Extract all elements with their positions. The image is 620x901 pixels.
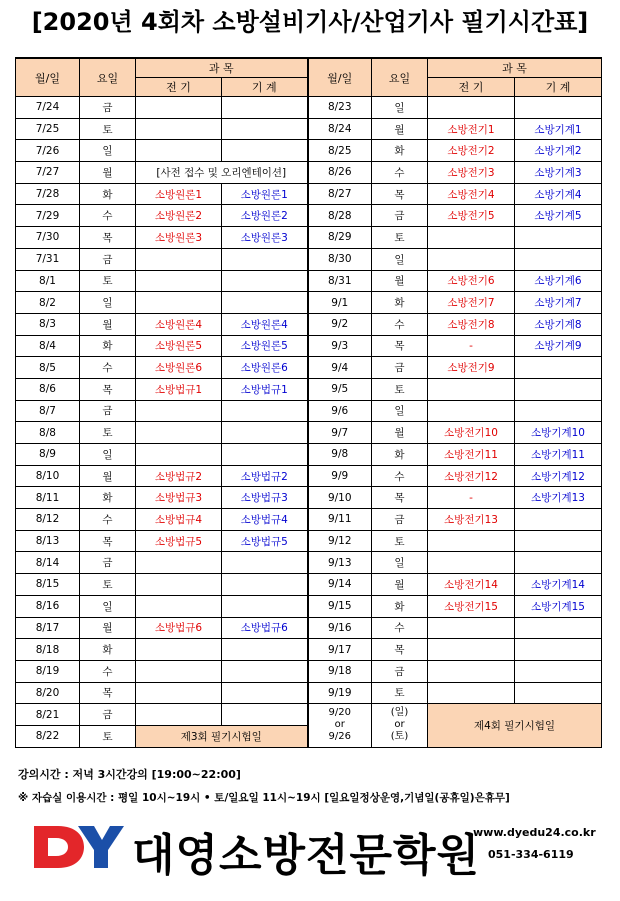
exam3-cell: 제3회 필기시험일 — [136, 725, 308, 747]
header-mech: 기 계 — [222, 78, 308, 97]
table-row — [16, 205, 602, 227]
schedule-table — [15, 57, 602, 748]
elec-subject-cell: 소방전기2 — [428, 140, 515, 162]
mech-subject-cell — [222, 574, 308, 596]
mech-subject-cell — [222, 248, 308, 270]
exam-date-line: 9/20 — [328, 707, 351, 719]
mech-subject-cell: 소방기계6 — [515, 270, 602, 292]
elec-subject-cell — [428, 97, 515, 119]
date-cell: 7/25 — [16, 118, 80, 140]
elec-subject-cell: 소방원론4 — [136, 313, 222, 335]
day-cell: 목 — [372, 335, 428, 357]
day-cell: 토 — [372, 378, 428, 400]
day-cell: 금 — [372, 660, 428, 682]
elec-subject-cell — [428, 378, 515, 400]
mech-subject-cell: 소방기계13 — [515, 487, 602, 509]
header-subject: 과 목 — [428, 58, 602, 78]
elec-subject-cell — [136, 118, 222, 140]
mech-subject-cell: 소방기계5 — [515, 205, 602, 227]
mech-subject-cell: 소방원론4 — [222, 313, 308, 335]
day-cell: 토 — [372, 227, 428, 249]
mech-subject-cell — [515, 617, 602, 639]
date-cell: 8/11 — [16, 487, 80, 509]
mech-subject-cell — [222, 552, 308, 574]
elec-subject-cell: 소방전기8 — [428, 313, 515, 335]
date-cell: 8/30 — [308, 248, 372, 270]
elec-subject-cell: 소방전기1 — [428, 118, 515, 140]
day-cell: 토 — [80, 422, 136, 444]
table-row — [16, 595, 602, 617]
day-cell: 토 — [80, 118, 136, 140]
table-row — [16, 617, 602, 639]
day-cell: 금 — [80, 400, 136, 422]
date-cell: 8/31 — [308, 270, 372, 292]
date-cell: 9/9 — [308, 465, 372, 487]
day-cell: 금 — [372, 357, 428, 379]
day-cell: 화 — [372, 595, 428, 617]
table-row — [16, 552, 602, 574]
day-cell: 토 — [80, 725, 136, 747]
table-row — [16, 97, 602, 119]
day-cell: 수 — [372, 465, 428, 487]
day-cell: 금 — [80, 97, 136, 119]
table-row — [16, 422, 602, 444]
day-cell: 화 — [372, 292, 428, 314]
elec-subject-cell: 소방법규1 — [136, 378, 222, 400]
mech-subject-cell — [222, 140, 308, 162]
table-row — [16, 162, 602, 184]
date-cell: 8/8 — [16, 422, 80, 444]
day-cell: 목 — [80, 378, 136, 400]
mech-subject-cell — [222, 422, 308, 444]
mech-subject-cell — [222, 97, 308, 119]
mech-subject-cell — [515, 97, 602, 119]
mech-subject-cell: 소방기계9 — [515, 335, 602, 357]
date-cell: 9/5 — [308, 378, 372, 400]
study-room-note: ※ 자습실 이용시간 : 평일 10시~19시 • 토/일요일 11시~19시 [일요일정상운영,기념일(공휴일)은휴무] — [18, 792, 510, 804]
mech-subject-cell: 소방원론6 — [222, 357, 308, 379]
table-row — [16, 183, 602, 205]
table-row — [16, 509, 602, 531]
elec-subject-cell: 소방전기5 — [428, 205, 515, 227]
mech-subject-cell — [222, 118, 308, 140]
elec-subject-cell: 소방전기4 — [428, 183, 515, 205]
day-cell: 월 — [372, 270, 428, 292]
day-cell: 월 — [80, 465, 136, 487]
day-cell: 화 — [80, 183, 136, 205]
mech-subject-cell — [222, 682, 308, 704]
date-cell: 9/11 — [308, 509, 372, 531]
elec-subject-cell: 소방법규4 — [136, 509, 222, 531]
elec-subject-cell — [136, 292, 222, 314]
mech-subject-cell — [222, 292, 308, 314]
date-cell: 8/13 — [16, 530, 80, 552]
mech-subject-cell: 소방기계4 — [515, 183, 602, 205]
day-cell: 수 — [372, 617, 428, 639]
day-cell: 월 — [80, 162, 136, 184]
lecture-time-note: 강의시간 : 저녁 3시간강의 [19:00~22:00] — [18, 768, 241, 781]
elec-subject-cell: - — [428, 487, 515, 509]
exam4-cell: 제4회 필기시험일 — [428, 704, 602, 747]
date-cell: 8/2 — [16, 292, 80, 314]
day-cell: 월 — [80, 313, 136, 335]
elec-subject-cell — [136, 682, 222, 704]
day-cell: 일 — [372, 400, 428, 422]
table-row — [16, 292, 602, 314]
date-cell: 9/3 — [308, 335, 372, 357]
header-date: 월/일 — [308, 58, 372, 97]
elec-subject-cell — [428, 639, 515, 661]
elec-subject-cell — [136, 552, 222, 574]
date-cell: 8/23 — [308, 97, 372, 119]
header-mech: 기 계 — [515, 78, 602, 97]
mech-subject-cell — [515, 400, 602, 422]
mech-subject-cell: 소방법규4 — [222, 509, 308, 531]
elec-subject-cell: 소방법규2 — [136, 465, 222, 487]
table-row — [16, 357, 602, 379]
date-cell: 8/7 — [16, 400, 80, 422]
date-cell: 7/30 — [16, 227, 80, 249]
date-cell: 9/6 — [308, 400, 372, 422]
elec-subject-cell: 소방법규6 — [136, 617, 222, 639]
table-row — [16, 335, 602, 357]
date-cell: 8/9 — [16, 444, 80, 466]
day-cell: 수 — [80, 205, 136, 227]
date-cell: 8/25 — [308, 140, 372, 162]
table-row — [16, 574, 602, 596]
day-cell: 일 — [372, 97, 428, 119]
elec-subject-cell: 소방법규5 — [136, 530, 222, 552]
date-cell: 7/24 — [16, 97, 80, 119]
day-cell: 일 — [80, 140, 136, 162]
day-cell: 화 — [80, 335, 136, 357]
day-cell: 화 — [372, 444, 428, 466]
date-cell: 8/20 — [16, 682, 80, 704]
elec-subject-cell — [428, 617, 515, 639]
mech-subject-cell: 소방기계2 — [515, 140, 602, 162]
mech-subject-cell — [515, 227, 602, 249]
mech-subject-cell — [222, 639, 308, 661]
elec-subject-cell: 소방원론2 — [136, 205, 222, 227]
date-cell: 7/27 — [16, 162, 80, 184]
table-row — [16, 378, 602, 400]
elec-subject-cell — [428, 552, 515, 574]
mech-subject-cell: 소방원론1 — [222, 183, 308, 205]
orientation-cell: [사전 접수 및 오리엔테이션] — [136, 162, 308, 184]
date-cell: 8/15 — [16, 574, 80, 596]
mech-subject-cell — [515, 378, 602, 400]
day-cell: 월 — [372, 422, 428, 444]
date-cell: 8/29 — [308, 227, 372, 249]
day-cell: 일 — [80, 595, 136, 617]
date-cell: 8/27 — [308, 183, 372, 205]
exam-day-line: (토) — [390, 731, 409, 743]
elec-subject-cell — [136, 660, 222, 682]
table-row — [16, 248, 602, 270]
date-cell: 9/2 — [308, 313, 372, 335]
date-cell: 7/29 — [16, 205, 80, 227]
day-cell: 일 — [80, 292, 136, 314]
header-elec: 전 기 — [428, 78, 515, 97]
mech-subject-cell — [222, 660, 308, 682]
elec-subject-cell: 소방전기6 — [428, 270, 515, 292]
date-cell: 8/26 — [308, 162, 372, 184]
day-cell: 수 — [372, 162, 428, 184]
elec-subject-cell: - — [428, 335, 515, 357]
date-cell: 8/4 — [16, 335, 80, 357]
header-elec: 전 기 — [136, 78, 222, 97]
date-cell: 9/13 — [308, 552, 372, 574]
mech-subject-cell: 소방기계8 — [515, 313, 602, 335]
day-cell: 목 — [80, 682, 136, 704]
date-cell: 7/26 — [16, 140, 80, 162]
date-cell: 8/22 — [16, 725, 80, 747]
mech-subject-cell: 소방법규6 — [222, 617, 308, 639]
elec-subject-cell: 소방전기3 — [428, 162, 515, 184]
mech-subject-cell: 소방기계10 — [515, 422, 602, 444]
table-row — [16, 444, 602, 466]
elec-subject-cell — [428, 682, 515, 704]
elec-subject-cell: 소방전기14 — [428, 574, 515, 596]
day-cell: 토 — [372, 682, 428, 704]
elec-subject-cell: 소방전기9 — [428, 357, 515, 379]
elec-subject-cell — [136, 270, 222, 292]
date-cell: 8/12 — [16, 509, 80, 531]
exam-day-cell — [372, 704, 428, 747]
exam-date-cell — [308, 704, 372, 747]
day-cell: 목 — [372, 639, 428, 661]
date-cell: 9/14 — [308, 574, 372, 596]
header-subject: 과 목 — [136, 58, 308, 78]
table-row — [16, 530, 602, 552]
elec-subject-cell: 소방전기11 — [428, 444, 515, 466]
date-cell: 8/21 — [16, 704, 80, 726]
day-cell: 금 — [80, 552, 136, 574]
day-cell: 금 — [372, 205, 428, 227]
mech-subject-cell: 소방기계1 — [515, 118, 602, 140]
mech-subject-cell — [222, 400, 308, 422]
day-cell: 금 — [80, 248, 136, 270]
table-row — [16, 465, 602, 487]
date-cell: 8/3 — [16, 313, 80, 335]
mech-subject-cell — [515, 530, 602, 552]
mech-subject-cell: 소방기계7 — [515, 292, 602, 314]
header-day: 요일 — [80, 58, 136, 97]
elec-subject-cell: 소방법규3 — [136, 487, 222, 509]
date-cell: 9/10 — [308, 487, 372, 509]
table-row — [16, 118, 602, 140]
day-cell: 일 — [80, 444, 136, 466]
day-cell: 수 — [80, 357, 136, 379]
exam-date-line: or — [334, 719, 345, 731]
day-cell: 목 — [80, 227, 136, 249]
elec-subject-cell — [136, 422, 222, 444]
table-row — [16, 227, 602, 249]
day-cell: 수 — [372, 313, 428, 335]
table-row — [16, 660, 602, 682]
mech-subject-cell — [222, 704, 308, 726]
table-row — [16, 140, 602, 162]
mech-subject-cell — [222, 595, 308, 617]
table-row — [16, 313, 602, 335]
date-cell: 9/12 — [308, 530, 372, 552]
elec-subject-cell — [428, 248, 515, 270]
mech-subject-cell — [515, 660, 602, 682]
date-cell: 8/17 — [16, 617, 80, 639]
day-cell: 금 — [80, 704, 136, 726]
mech-subject-cell: 소방원론5 — [222, 335, 308, 357]
table-row — [16, 270, 602, 292]
date-cell: 9/18 — [308, 660, 372, 682]
date-cell: 7/31 — [16, 248, 80, 270]
day-cell: 토 — [80, 574, 136, 596]
elec-subject-cell — [428, 227, 515, 249]
elec-subject-cell — [136, 704, 222, 726]
elec-subject-cell: 소방전기7 — [428, 292, 515, 314]
page-title: [2020년 4회차 소방설비기사/산업기사 필기시간표] — [31, 8, 589, 36]
day-cell: 화 — [80, 639, 136, 661]
date-cell: 9/19 — [308, 682, 372, 704]
day-cell: 금 — [372, 509, 428, 531]
date-cell: 9/1 — [308, 292, 372, 314]
elec-subject-cell — [136, 444, 222, 466]
date-cell: 8/18 — [16, 639, 80, 661]
elec-subject-cell: 소방전기12 — [428, 465, 515, 487]
table-row — [16, 639, 602, 661]
date-cell: 8/28 — [308, 205, 372, 227]
elec-subject-cell: 소방원론1 — [136, 183, 222, 205]
phone-number: 051-334-6119 — [488, 848, 574, 861]
day-cell: 화 — [372, 140, 428, 162]
date-cell: 8/19 — [16, 660, 80, 682]
exam-day-line: or — [394, 719, 405, 731]
elec-subject-cell — [136, 97, 222, 119]
day-cell: 월 — [372, 118, 428, 140]
mech-subject-cell — [515, 639, 602, 661]
date-cell: 8/6 — [16, 378, 80, 400]
mech-subject-cell — [222, 444, 308, 466]
mech-subject-cell — [222, 270, 308, 292]
date-cell: 8/5 — [16, 357, 80, 379]
table-row — [16, 400, 602, 422]
table-row — [16, 487, 602, 509]
elec-subject-cell — [136, 248, 222, 270]
header-date: 월/일 — [16, 58, 80, 97]
date-cell: 9/4 — [308, 357, 372, 379]
date-cell: 9/7 — [308, 422, 372, 444]
mech-subject-cell: 소방법규2 — [222, 465, 308, 487]
header-day: 요일 — [372, 58, 428, 97]
elec-subject-cell — [136, 574, 222, 596]
day-cell: 토 — [80, 270, 136, 292]
day-cell: 목 — [372, 487, 428, 509]
elec-subject-cell: 소방원론3 — [136, 227, 222, 249]
date-cell: 8/10 — [16, 465, 80, 487]
mech-subject-cell: 소방기계15 — [515, 595, 602, 617]
mech-subject-cell: 소방법규1 — [222, 378, 308, 400]
day-cell: 목 — [80, 530, 136, 552]
table-row — [16, 704, 602, 726]
mech-subject-cell: 소방기계3 — [515, 162, 602, 184]
mech-subject-cell — [515, 248, 602, 270]
elec-subject-cell: 소방전기13 — [428, 509, 515, 531]
elec-subject-cell — [428, 530, 515, 552]
day-cell: 수 — [80, 509, 136, 531]
elec-subject-cell: 소방원론5 — [136, 335, 222, 357]
mech-subject-cell: 소방법규3 — [222, 487, 308, 509]
date-cell: 9/15 — [308, 595, 372, 617]
mech-subject-cell: 소방기계14 — [515, 574, 602, 596]
date-cell: 9/17 — [308, 639, 372, 661]
elec-subject-cell — [136, 639, 222, 661]
elec-subject-cell: 소방원론6 — [136, 357, 222, 379]
mech-subject-cell — [515, 682, 602, 704]
exam-day-line: (일) — [390, 707, 409, 719]
mech-subject-cell: 소방원론3 — [222, 227, 308, 249]
day-cell: 화 — [80, 487, 136, 509]
elec-subject-cell: 소방전기10 — [428, 422, 515, 444]
elec-subject-cell — [136, 595, 222, 617]
schedule-body — [16, 97, 602, 748]
mech-subject-cell: 소방원론2 — [222, 205, 308, 227]
day-cell: 월 — [372, 574, 428, 596]
date-cell: 8/1 — [16, 270, 80, 292]
dy-logo-icon — [28, 820, 126, 874]
mech-subject-cell — [515, 509, 602, 531]
day-cell: 수 — [80, 660, 136, 682]
elec-subject-cell: 소방전기15 — [428, 595, 515, 617]
mech-subject-cell: 소방법규5 — [222, 530, 308, 552]
day-cell: 일 — [372, 248, 428, 270]
elec-subject-cell — [428, 660, 515, 682]
header-row-1 — [16, 58, 602, 78]
date-cell: 9/8 — [308, 444, 372, 466]
day-cell: 일 — [372, 552, 428, 574]
elec-subject-cell — [136, 140, 222, 162]
academy-name: 대영소방전문학원 — [132, 830, 481, 881]
day-cell: 월 — [80, 617, 136, 639]
table-row — [16, 682, 602, 704]
date-cell: 8/24 — [308, 118, 372, 140]
mech-subject-cell — [515, 357, 602, 379]
elec-subject-cell — [428, 400, 515, 422]
date-cell: 8/16 — [16, 595, 80, 617]
date-cell: 7/28 — [16, 183, 80, 205]
elec-subject-cell — [136, 400, 222, 422]
exam-date-line: 9/26 — [328, 731, 351, 743]
website-link[interactable]: www.dyedu24.co.kr — [473, 826, 596, 839]
day-cell: 목 — [372, 183, 428, 205]
mech-subject-cell — [515, 552, 602, 574]
date-cell: 8/14 — [16, 552, 80, 574]
date-cell: 9/16 — [308, 617, 372, 639]
day-cell: 토 — [372, 530, 428, 552]
mech-subject-cell: 소방기계12 — [515, 465, 602, 487]
mech-subject-cell: 소방기계11 — [515, 444, 602, 466]
